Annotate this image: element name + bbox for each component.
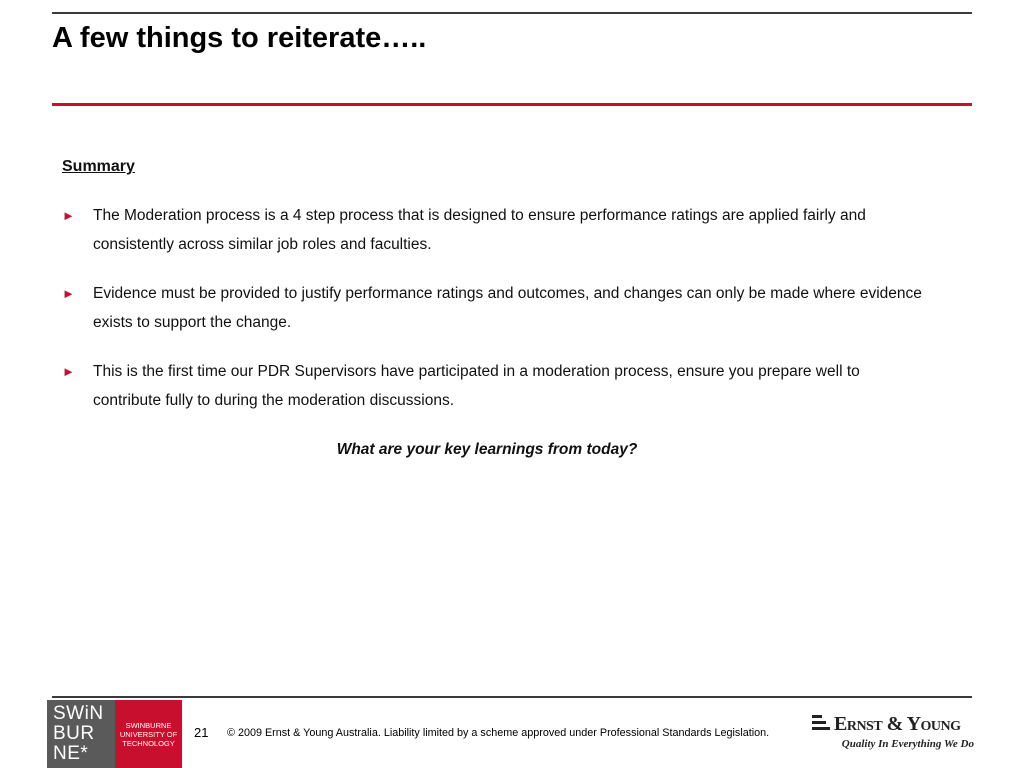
ey-logo-icon [812,714,830,732]
slide-content [62,152,922,464]
arrow-bullet-icon: ► [62,364,75,379]
copyright-notice: © 2009 Ernst & Young Australia. Liability limited by a scheme approved under Professional Standards Legislation. [227,727,770,739]
bullet-text: Evidence must be provided to justify performance ratings and outcomes, and changes can only be made where evidence exists to support the change. [93,285,922,331]
top-divider [52,12,972,14]
slide-title: A few things to reiterate….. [52,22,427,54]
swinburne-logo-line: SWINBURNE [125,720,172,730]
bottom-divider [52,696,972,698]
bullet-text: This is the first time our PDR Supervisors have participated in a moderation process, ensure you prepare well to contribute fully to during the moderation discussions. [93,363,860,409]
ey-tagline: Quality In Everything We Do [841,738,974,750]
arrow-bullet-icon: ► [62,286,75,301]
swinburne-logo-text [115,700,182,768]
page-number: 21 [194,725,209,740]
title-underline-red [52,103,972,106]
swinburne-logo-line: BUR [53,723,95,744]
swinburne-logo-line: NE* [53,743,89,764]
bullet-item [62,357,922,415]
swinburne-logo-line: TECHNOLOGY [122,738,175,748]
closing-question: What are your key learnings from today? [336,441,638,458]
bullet-item [62,201,922,259]
ey-logo-name: Ernst & Young [834,713,961,735]
swinburne-logo-mark [47,700,115,768]
summary-heading: Summary [62,158,135,175]
ernst-young-logo [812,713,982,753]
swinburne-logo-line: UNIVERSITY OF [119,729,178,739]
bullet-item [62,279,922,337]
swinburne-logo-line: SWiN [53,703,104,724]
arrow-bullet-icon: ► [62,208,75,223]
swinburne-logo [47,700,182,768]
bullet-text: The Moderation process is a 4 step process that is designed to ensure performance ratings are applied fairly and consistently across similar job roles and faculties. [93,207,866,253]
